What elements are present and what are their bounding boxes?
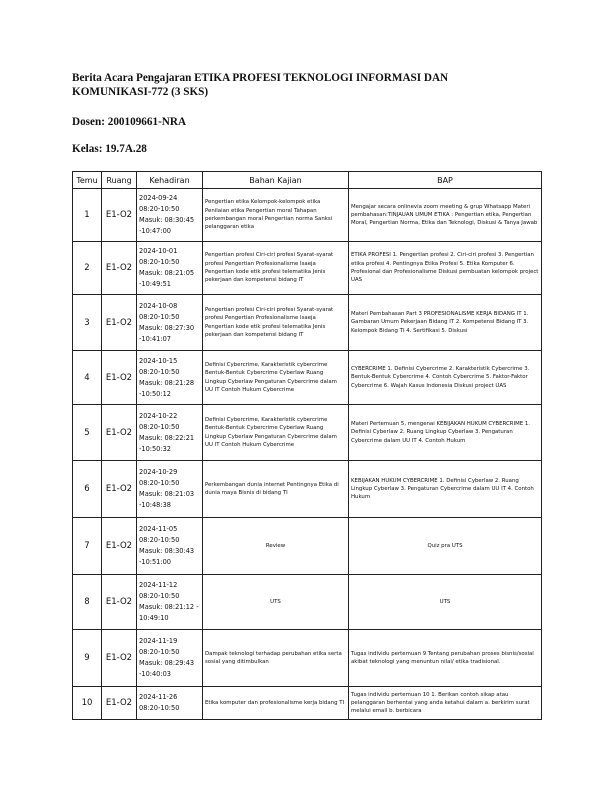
cell-bap: ETIKA PROFESI 1. Pengertian profesi 2. Ciri-ciri profesi 3. Pengertian etika profesi 4. Pentingnya Etika Profesi 5. Etika Komputer 6. Profesional dan Profesionalisme Diskusi pembuatan kelompok project UAS (349, 242, 542, 295)
cell-kehadiran (137, 189, 203, 242)
cell-bap: Tugas individu pertemuan 10 1. Berikan contoh sikap atau pelanggaran berhentai yang anda ketahui dalam a. berkirim surat melalui email b. berbicara (349, 687, 542, 720)
attendance-checkin: Masuk: 08:30:45 (139, 216, 195, 224)
table-row (73, 461, 542, 518)
attendance-date: 2024-10-08 (139, 301, 178, 310)
attendance-checkout: -10:48:38 (139, 501, 171, 509)
attendance-checkin: Masuk: 08:21:05 (139, 269, 195, 277)
attendance-checkout: -10:47:00 (139, 227, 171, 235)
cell-kehadiran (137, 295, 203, 351)
table-row (73, 189, 542, 242)
attendance-checkin: Masuk: 08:29:43 (139, 659, 195, 667)
cell-bahan-kajian: Pengertian etika Kelompok-kelompok etika Penilaian etika Pengertian moral Tahapan perkembangan moral Pengertian norma Sanksi pelanggaran etika (203, 189, 349, 242)
cell-bahan-kajian: UTS (203, 575, 349, 630)
attendance-schedule: 08:20-10:50 (139, 422, 180, 431)
column-header-temu: Temu (73, 172, 102, 189)
class-line: Kelas: 19.7A.28 (72, 143, 147, 155)
cell-temu: 5 (73, 405, 102, 461)
cell-kehadiran (137, 405, 203, 461)
cell-temu: 3 (73, 295, 102, 351)
table-header-row (73, 172, 542, 189)
attendance-date: 2024-11-26 (139, 693, 178, 701)
cell-bahan-kajian: Review (203, 518, 349, 575)
column-header-kehadiran: Kehadiran (137, 172, 203, 189)
cell-kehadiran (137, 687, 203, 720)
attendance-date: 2024-11-12 (139, 581, 178, 589)
cell-bahan-kajian: Pengertian profesi Ciri-ciri profesi Syarat-syarat profesi Pengertian Profesionalisme Isaeja Pengertian kode etik profesi telematika Jenis pekerjaan dan kompetensi bidang IT (203, 295, 349, 351)
attendance-checkout: -10:41:07 (139, 334, 171, 343)
cell-kehadiran (137, 461, 203, 518)
attendance-schedule: 08:20-10:50 (139, 479, 180, 487)
teaching-record-table (72, 171, 542, 720)
cell-kehadiran (137, 575, 203, 630)
cell-temu: 6 (73, 461, 102, 518)
cell-ruang: E1-O2 (102, 295, 137, 351)
column-header-ruang: Ruang (102, 172, 137, 189)
attendance-date: 2024-11-19 (139, 637, 178, 645)
cell-bap: CYBERCRIME 1. Definisi Cybercrime 2. Karakteristik Cybercrime 3. Bentuk-Bentuk Cybercrime 4. Contoh Cybercrime 5. Faktor-Faktor Cybercrime 6. Wajah Kasus Indonesia Diskusi project UAS (349, 351, 542, 405)
attendance-checkout: -10:51:00 (139, 558, 171, 566)
cell-temu: 10 (73, 687, 102, 720)
table-row (73, 242, 542, 295)
table-row (73, 295, 542, 351)
cell-ruang: E1-O2 (102, 189, 137, 242)
attendance-schedule: 08:20-10:50 (139, 312, 180, 321)
attendance-date: 2024-10-15 (139, 356, 178, 365)
attendance-date: 2024-10-01 (139, 247, 178, 255)
cell-bap: KEBIJAKAN HUKUM CYBERCRIME 1. Definisi Cyberlaw 2. Ruang Lingkup Cyberlaw 3. Pengaturan Cybercrime dalam UU IT 4. Contoh Hukum (349, 461, 542, 518)
column-header-bahan-kajian: Bahan Kajian (203, 172, 349, 189)
attendance-checkin: Masuk: 08:30:43 (139, 547, 195, 555)
attendance-date: 2024-11-05 (139, 525, 178, 533)
table-row (73, 575, 542, 630)
cell-ruang: E1-O2 (102, 461, 137, 518)
cell-bap: Tugas individu pertemuan 9 Tentang perubahan proses bisnis/sosial akibat teknologi yang menuntun nilai/ etika tradisional. (349, 630, 542, 687)
attendance-checkin: Masuk: 08:22:21 (139, 433, 195, 442)
table-row (73, 518, 542, 575)
table-row (73, 405, 542, 461)
cell-ruang: E1-O2 (102, 351, 137, 405)
cell-ruang: E1-O2 (102, 687, 137, 720)
document-title: Berita Acara Pengajaran ETIKA PROFESI TEKNOLOGI INFORMASI DAN KOMUNIKASI-772 (3 SKS) (72, 72, 449, 98)
attendance-checkout: 10:49:10 (139, 614, 169, 622)
cell-bahan-kajian: Etika komputer dan profesionalisme kerja bidang TI (203, 687, 349, 720)
cell-temu: 2 (73, 242, 102, 295)
cell-ruang: E1-O2 (102, 575, 137, 630)
cell-bap: Materi Pembahasan Part 3 PROFESIONALISME KERJA BIDANG IT 1. Gambaran Umum Pekerjaan Bidang IT 2. Kompetensi Bidang IT 3. Kelompok Bidang TI 4. Sertifikasi 5. Diskusi (349, 295, 542, 351)
cell-kehadiran (137, 630, 203, 687)
attendance-checkout: -10:40:03 (139, 670, 171, 678)
cell-bap: Mengajar secara onlinevia zoom meeting & grup Whatsapp Materi pembahasan:TINJAUAN UMUM ETIKA : Pengertian etika, Pengertian Moral, Pengertian Norma, Etika dan Teknologi, Diskusi & Tanya Jawab (349, 189, 542, 242)
cell-ruang: E1-O2 (102, 405, 137, 461)
table-row (73, 351, 542, 405)
attendance-schedule: 08:20-10:50 (139, 367, 180, 376)
cell-ruang: E1-O2 (102, 242, 137, 295)
attendance-checkin: Masuk: 08:21:28 (139, 378, 195, 387)
cell-temu: 9 (73, 630, 102, 687)
attendance-checkout: -10:49:51 (139, 280, 171, 288)
table-row (73, 687, 542, 720)
attendance-date: 2024-10-29 (139, 468, 178, 476)
attendance-schedule: 08:20-10:50 (139, 205, 180, 213)
cell-bahan-kajian: Definisi Cybercrime, Karakteristik cybercrime Bentuk-Bentuk Cybercrime Cyberlaw Ruang Lingkup Cyberlaw Pengaturan Cybercrime dalam UU IT Contoh Hukum Cybercrime (203, 351, 349, 405)
cell-bahan-kajian: Definisi Cybercrime, Karakteristik cybercrime Bentuk-Bentuk Cybercrime Cyberlaw Ruang Lingkup Cyberlaw Pengaturan Cybercrime dalam UU IT Contoh Hukum Cybercrime (203, 405, 349, 461)
cell-kehadiran (137, 242, 203, 295)
attendance-schedule: 08:20-10:50 (139, 704, 180, 712)
attendance-checkout: -10:50:32 (139, 444, 171, 453)
cell-temu: 7 (73, 518, 102, 575)
cell-kehadiran (137, 351, 203, 405)
lecturer-line: Dosen: 200109661-NRA (72, 116, 187, 128)
attendance-date: 2024-09-24 (139, 194, 178, 202)
cell-kehadiran (137, 518, 203, 575)
column-header-bap: BAP (349, 172, 542, 189)
cell-ruang: E1-O2 (102, 630, 137, 687)
cell-bap: Materi Pertemuan 5, mengenai KEBIJAKAN HUKUM CYBERCRIME 1. Definisi Cyberlaw 2. Ruang Lingkup Cyberlaw 3. Pengaturan Cybercrime dalam UU IT 4. Contoh Hukum (349, 405, 542, 461)
cell-temu: 1 (73, 189, 102, 242)
attendance-checkin: Masuk: 08:21:12 - (139, 603, 199, 611)
cell-bap: UTS (349, 575, 542, 630)
cell-ruang: E1-O2 (102, 518, 137, 575)
attendance-schedule: 08:20-10:50 (139, 258, 180, 266)
cell-temu: 4 (73, 351, 102, 405)
table-row (73, 630, 542, 687)
attendance-checkin: Masuk: 08:27:30 (139, 323, 195, 332)
attendance-checkin: Masuk: 08:21:03 (139, 490, 195, 498)
cell-bahan-kajian: Perkembangan dunia internet Pentingnya Etika di dunia maya Bisnis di bidang TI (203, 461, 349, 518)
attendance-schedule: 08:20-10:50 (139, 648, 180, 656)
attendance-checkout: -10:50:12 (139, 389, 171, 398)
attendance-schedule: 08:20-10:50 (139, 536, 180, 544)
cell-bap: Quiz pra UTS (349, 518, 542, 575)
cell-temu: 8 (73, 575, 102, 630)
attendance-schedule: 08:20-10:50 (139, 592, 180, 600)
attendance-date: 2024-10-22 (139, 411, 178, 420)
cell-bahan-kajian: Pengertian profesi Ciri-ciri profesi Syarat-syarat profesi Pengertian Profesionalisme Isaeja Pengertian kode etik profesi telematika Jenis pekerjaan dan kompetensi bidang IT (203, 242, 349, 295)
cell-bahan-kajian: Dampak teknologi terhadap perubahan etika serta sosial yang ditimbulkan (203, 630, 349, 687)
